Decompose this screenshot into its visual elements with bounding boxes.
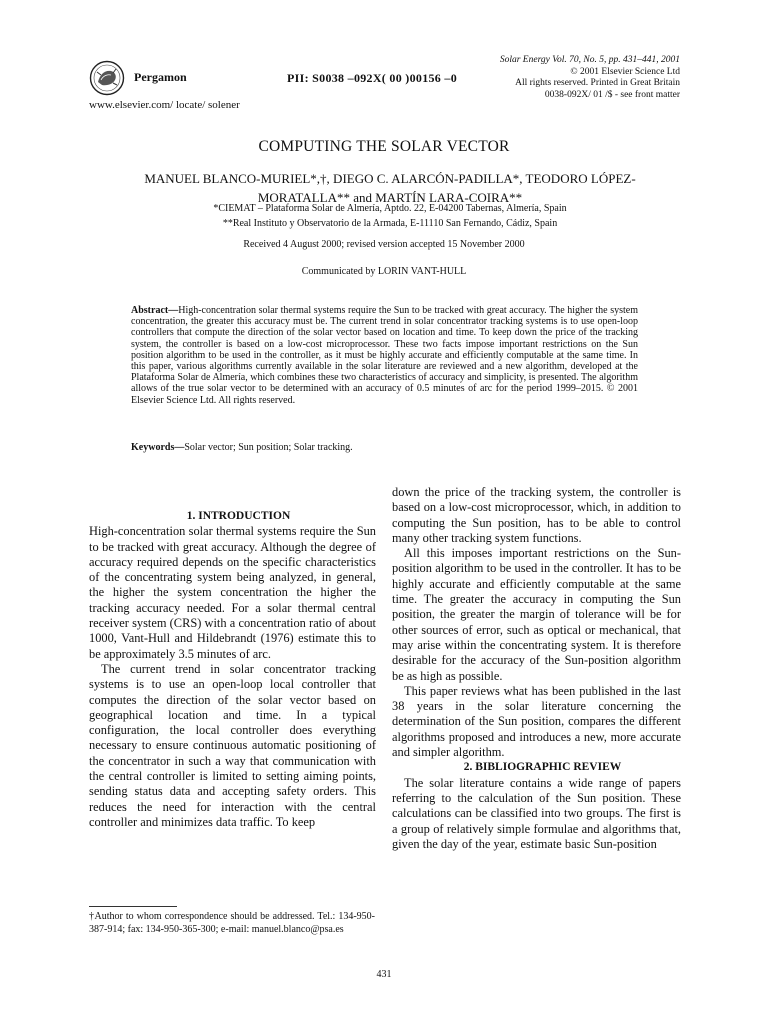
communicated-by: Communicated by LORIN VANT-HULL [301, 266, 467, 277]
paragraph: The current trend in solar concentrator tracking systems is to use an open-loop local controller that computes the direction of the solar vector based on geographical location and time. In a typical configuration, the local controller does everything necessary to ensure continuous automatic positioning of the concentrator in such a way that communication with the central controller is limited to setting aiming points, sending status data and accepting safety orders. This reduces the need for interaction with the central controller and minimizes data traffic. To keep [89, 661, 376, 829]
paragraph: down the price of the tracking system, the controller is based on a low-cost microprocessor, which, in addition to computing the Sun position, has to be able to control many other tracking system functions. [392, 485, 681, 545]
abstract [131, 305, 638, 406]
affiliation-ciemat: *CIEMAT – Plataforma Solar de Almería, Aptdo. 22, E-04200 Tabernas, Almería, Spain [213, 203, 567, 214]
issn-line: 0038-092X/ 01 /$ - see front matter [544, 89, 680, 100]
journal-url[interactable]: www.elsevier.com/ locate/ solener [89, 99, 240, 111]
page-number: 431 [376, 969, 392, 980]
affiliation-armada: **Real Instituto y Observatorio de la Armada, E-11110 San Fernando, Cádiz, Spain [222, 218, 558, 229]
pergamon-logo-icon [89, 60, 125, 96]
abstract-text: High-concentration solar thermal systems require the Sun to be tracked with great accuracy. The higher the system concentration, the greater this accuracy must be. The current trend in solar concentrator tracking systems is to use open-loop controllers that compute the direction of the solar vector based on location and time. To keep down the price of the tracking system, the controller is based on a low-cost microprocessor. These two facts impose important restrictions on the Sun position algorithm to be used in the controller, as it must be highly accurate and efficiently computable at the same time. In this paper, various algorithms currently available in the solar literature are reviewed and a new algorithm, developed at the Plataforma Solar de Almería, which combines these two characteristics of accuracy and simplicity, is presented. The algorithm allows of the true solar vector to be determined with an accuracy of 0.5 minutes of arc for the period 1999–2015. © 2001 Elsevier Science Ltd. All rights reserved. [131, 305, 638, 406]
section-heading-bibliographic-review: 2. BIBLIOGRAPHIC REVIEW [463, 761, 622, 774]
keywords-text: Solar vector; Sun position; Solar tracking. [184, 442, 353, 453]
section-heading-introduction: 1. INTRODUCTION [186, 510, 291, 522]
left-column [89, 509, 376, 830]
paragraph: The solar literature contains a wide range of papers referring to the calculation of the Sun position. These calculations can be classified into two groups. The first is a group of relatively simple formulae and algorithms that, given the day of the year, estimate basic Sun-position [392, 775, 681, 851]
paragraph: All this imposes important restrictions on the Sun-position algorithm to be used in the controller. It has to be highly accurate and efficiently computable at the same time. The greater the accuracy in computing the Sun position, the greater the margin of tolerance will be for other sources of error, such as optical or mechanical, that may arise within the concentrating system. It is therefore desirable for the accuracy of the Sun-position algorithm be as high as possible. [392, 546, 681, 683]
rights-line: All rights reserved. Printed in Great Britain [515, 78, 680, 88]
footnote-rule [89, 906, 177, 907]
publisher-name: Pergamon [134, 70, 187, 84]
keywords [131, 442, 638, 453]
paragraph: High-concentration solar thermal systems require the Sun to be tracked with great accuracy. Although the degree of accuracy required depends on the specific characteristics of the concentrating system being analyzed, in general, the higher the system concentration the higher the tracking accuracy needed. For a solar thermal central receiver system (CRS) with a concentration ratio of about 1000, Vant-Hull and Hildebrandt (1976) estimate this to be approximately 3.5 minutes of arc. [89, 524, 376, 661]
received-dates: Received 4 August 2000; revised version accepted 15 November 2000 [243, 239, 525, 250]
right-column [392, 485, 681, 852]
pii-identifier: PII: S0038 –092X( 00 )00156 –0 [287, 71, 457, 85]
footnote: †Author to whom correspondence should be addressed. Tel.: 134-950-387-914; fax: 134-950-365-300; e-mail: manuel.blanco@psa.es [89, 911, 375, 935]
keywords-label: Keywords— [131, 442, 185, 453]
paper-title: COMPUTING THE SOLAR VECTOR [258, 138, 510, 155]
paragraph: This paper reviews what has been published in the last 38 years in the solar literature concerning the determination of the Sun position, compares the different algorithms proposed and introduces a new, more accurate and simpler algorithm. [392, 683, 681, 760]
abstract-label: Abstract— [131, 305, 179, 316]
author-list: MANUEL BLANCO-MURIEL*,†, DIEGO C. ALARCÓN-PADILLA*, TEODORO LÓPEZ-MORATALLA** and MARTÍN LARA-COIRA** [144, 171, 636, 205]
journal-citation: Solar Energy Vol. 70, No. 5, pp. 431–441, 2001 [499, 55, 680, 65]
copyright-line: © 2001 Elsevier Science Ltd [570, 66, 680, 77]
journal-info [500, 55, 680, 101]
